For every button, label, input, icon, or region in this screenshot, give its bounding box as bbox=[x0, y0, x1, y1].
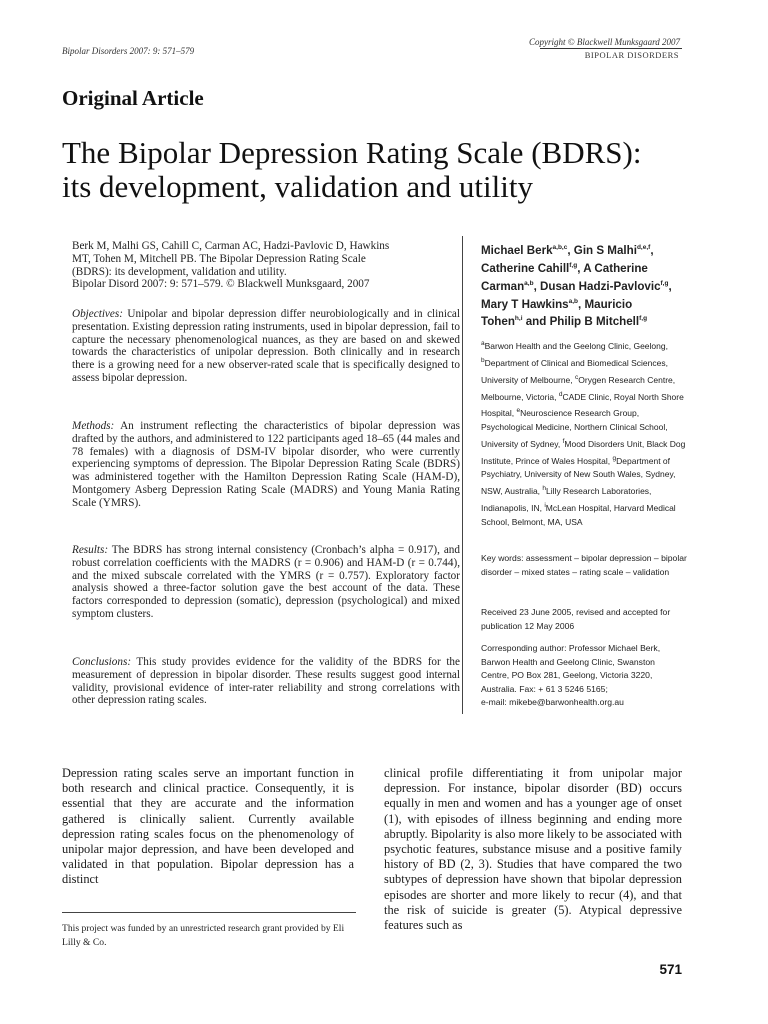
affil-marker: f bbox=[562, 437, 565, 445]
abstract-methods bbox=[72, 420, 460, 510]
author-name: Gin S Malhi bbox=[573, 243, 637, 257]
abstract-box bbox=[62, 236, 463, 714]
author-sidebar bbox=[481, 240, 693, 530]
affil-marker: a bbox=[481, 340, 485, 348]
conclusions-label: Conclusions: bbox=[72, 656, 132, 668]
author-affil-marker: a,b,c bbox=[552, 244, 568, 251]
affil-marker: i bbox=[544, 501, 546, 509]
author-name: Carman bbox=[481, 279, 525, 293]
author-name: Dusan Hadzi-Pavlovic bbox=[540, 279, 661, 293]
objectives-label: Objectives: bbox=[72, 308, 123, 320]
abstract-conclusions bbox=[72, 656, 460, 707]
author-list bbox=[481, 240, 693, 329]
affiliation: Lilly Research Laboratories, Indianapolis, IN, bbox=[481, 486, 652, 513]
abstract-results bbox=[72, 544, 460, 621]
citation-line: Bipolar Disord 2007: 9: 571–579. © Blackwell Munksgaard, 2007 bbox=[72, 278, 370, 291]
affil-marker: e bbox=[516, 407, 521, 415]
copyright-notice: Copyright © Blackwell Munksgaard 2007 bbox=[529, 37, 680, 47]
author-name: Tohen bbox=[481, 315, 515, 329]
corresponding-author bbox=[481, 642, 693, 710]
body-text-left-column: Depression rating scales serve an important function in both research and clinical practice. Consequently, it is essential that they are accurate and the information gathered is clinically salient. Currently available depression rating scales focus on the phenomenology of unipolar major depression, and have been developed and validated in that population. Bipolar depression has a distinct bbox=[62, 766, 354, 887]
author-affil-marker: f,g bbox=[639, 315, 648, 323]
correspondence-line: Barwon Health and Geelong Clinic, Swanston bbox=[481, 656, 655, 667]
correspondence-line: Centre, PO Box 281, Geelong, Victoria 3220, bbox=[481, 670, 653, 681]
correspondence-line: Australia. Fax: + 61 3 5246 5165; bbox=[481, 683, 608, 694]
received-dates: Received 23 June 2005, revised and accepted for publication 12 May 2006 bbox=[481, 607, 671, 631]
author-separator: , bbox=[567, 243, 574, 257]
conclusions-text: This study provides evidence for the validity of the BDRS for the measurement of depression in bipolar disorder. These results suggest good internal validity, provisional evidence of inter-rater reliability and strong correlations with other depression rating scales. bbox=[72, 656, 460, 707]
affiliation: CADE Clinic, Royal North Shore Hospital, bbox=[481, 391, 684, 419]
author-affil-marker: f,g bbox=[660, 279, 669, 287]
citation-line: Berk M, Malhi GS, Cahill C, Carman AC, Hadzi-Pavlovic D, Hawkins bbox=[72, 240, 390, 252]
correspondence-email: e-mail: mikebe@barwonhealth.org.au bbox=[481, 697, 624, 708]
title-line: its development, validation and utility bbox=[62, 169, 533, 204]
affil-marker: h bbox=[542, 485, 547, 493]
methods-text: An instrument reflecting the characteristics of bipolar depression was drafted by the authors, and administered to 122 participants aged 18–65 (44 males and 78 females) with a diagnosis of DSM-IV bipolar disorder, who were currently experiencing symptoms of depression. The Bipolar Depression Rating Scale (BDRS) was administered together with the Hamilton Depression Rating Scale (HAM-D), Montgomery Asberg Depression Rating Scale (MADRS) and Young Mania Rating Scale (YMRS). bbox=[72, 420, 460, 509]
author-affil-marker: a,b bbox=[568, 297, 579, 305]
citation-line: (BDRS): its development, validation and utility. bbox=[72, 265, 287, 278]
author-affil-marker: d,e,f bbox=[636, 244, 651, 251]
author-name: Michael Berk bbox=[481, 243, 553, 257]
affiliation: Barwon Health and the Geelong Clinic, Geelong, bbox=[484, 341, 668, 352]
author-separator: and bbox=[522, 315, 550, 329]
affiliation: Neuroscience Research Group, Psychological Medicine, Northern Clinical School, University of Sydney, bbox=[481, 408, 668, 449]
citation-line: MT, Tohen M, Mitchell PB. The Bipolar Depression Rating Scale bbox=[72, 252, 366, 265]
author-name: Catherine Cahill bbox=[481, 261, 570, 275]
header-rule bbox=[540, 48, 682, 49]
affil-marker: b bbox=[481, 357, 485, 365]
methods-label: Methods: bbox=[72, 420, 115, 432]
article-type: Original Article bbox=[62, 86, 204, 110]
affil-marker: d bbox=[558, 390, 563, 398]
results-label: Results: bbox=[72, 544, 109, 556]
journal-name: BIPOLAR DISORDERS bbox=[584, 50, 679, 60]
results-text: The BDRS has strong internal consistency (Cronbach’s alpha = 0.917), and robust correlation coefficients with the MADRS (r = 0.906) and HAM-D (r = 0.744), and the mixed subscale correlated with the YMRS (r = 0.757). Exploratory factor analysis showed a three-factor solution gave the best account of the data. These factors corresponded to depression (somatic), depression (psychological) and mixed symptom clusters. bbox=[72, 544, 460, 620]
affiliation: Department of Psychiatry, University of New South Wales, Sydney, NSW, Australia, bbox=[481, 455, 676, 497]
affiliation: Orygen Research Centre, Melbourne, Victoria, bbox=[481, 374, 676, 402]
affil-marker: c bbox=[575, 373, 579, 381]
author-separator: , bbox=[668, 279, 672, 293]
author-separator: , Mauricio bbox=[578, 297, 633, 311]
objectives-text: Unipolar and bipolar depression differ neurobiologically and in clinical presentation. Existing depression rating instruments, used in bipolar depression, fail to capture the necessary phenomenological nuances, as they are based on and skewed towards the characteristics of unipolar depression. Both clinically and in research there is a growing need for a new observer-rated scale that is specifically designed to assess bipolar depression. bbox=[72, 308, 460, 384]
affiliation: McLean Hospital, Harvard Medical School, Belmont, MA, USA bbox=[481, 502, 676, 527]
article-title bbox=[62, 136, 722, 204]
affiliation: Department of Clinical and Biomedical Sciences, University of Melbourne, bbox=[481, 357, 668, 385]
abstract-objectives bbox=[72, 308, 460, 385]
title-line: The Bipolar Depression Rating Scale (BDRS): bbox=[62, 135, 642, 170]
affil-marker: g bbox=[612, 454, 617, 462]
page-number: 571 bbox=[659, 962, 682, 977]
author-separator: , A Catherine bbox=[577, 261, 648, 275]
body-text-right-column: clinical profile differentiating it from unipolar major depression. For instance, bipolar disorder (BD) occurs equally in men and women and has a younger age of onset (1), with episodes of illness beginning and ending more abruptly. Bipolarity is also more likely to be associated with psychotic features, substance misuse and a positive family history of BD (2, 3). Studies that have compared the two subtypes of depression have shown that bipolar depression episodes are shorter and more likely to recur (4), and that the risk of suicide is greater (5). Atypical depressive features such as bbox=[384, 766, 682, 933]
author-name: Mary T Hawkins bbox=[481, 297, 569, 311]
author-affil-marker: a,b bbox=[524, 279, 534, 287]
author-separator: , bbox=[650, 243, 654, 257]
journal-reference: Bipolar Disorders 2007: 9: 571–579 bbox=[62, 46, 195, 56]
funding-footnote: This project was funded by an unrestricted research grant provided by Eli Lilly & Co. bbox=[62, 923, 345, 949]
footnote-rule bbox=[62, 912, 356, 913]
author-affil-marker: f,g bbox=[569, 261, 578, 269]
citation bbox=[72, 240, 460, 291]
author-name: Philip B Mitchell bbox=[549, 315, 640, 329]
affiliation-list bbox=[481, 337, 693, 529]
affiliation: Mood Disorders Unit, Black Dog Institute, Prince of Wales Hospital, bbox=[481, 438, 686, 466]
correspondence-line: Corresponding author: Professor Michael Berk, bbox=[481, 643, 661, 653]
author-separator: , bbox=[533, 279, 541, 293]
author-affil-marker: h,i bbox=[514, 315, 523, 323]
keywords: Key words: assessment – bipolar depression – bipolar disorder – mixed states – rating scale – validation bbox=[481, 553, 687, 577]
